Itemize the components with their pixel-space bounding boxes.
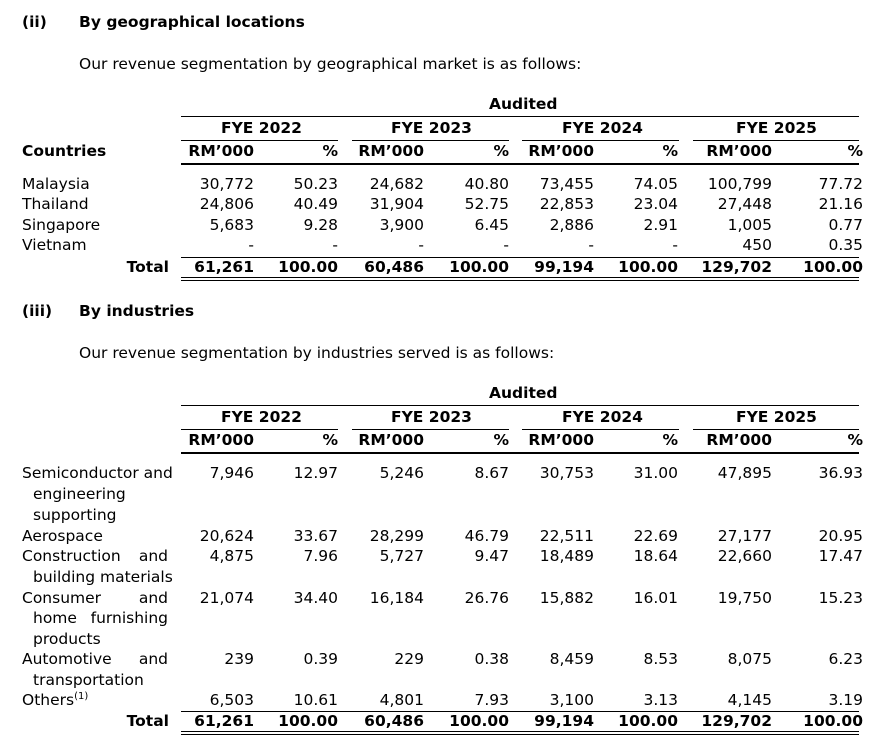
cell-value: 2,886 bbox=[549, 216, 594, 234]
row-label: products bbox=[33, 630, 101, 648]
col-header-rm: RM’000 bbox=[528, 142, 594, 160]
cell-value: 450 bbox=[742, 236, 772, 254]
cell-value: 5,683 bbox=[209, 216, 254, 234]
cell-value: 52.75 bbox=[464, 195, 509, 213]
col-header-pct: % bbox=[847, 431, 863, 449]
year-rule bbox=[693, 140, 859, 141]
cell-value: 20.95 bbox=[818, 527, 863, 545]
cell-value: 24,806 bbox=[199, 195, 254, 213]
cell-value: - bbox=[418, 236, 424, 254]
cell-value: 4,875 bbox=[209, 547, 254, 565]
cell-value: 8.53 bbox=[643, 650, 678, 668]
row-label: Singapore bbox=[22, 216, 101, 234]
col-header-pct: % bbox=[493, 431, 509, 449]
cell-value: 36.93 bbox=[818, 464, 863, 482]
cell-value: 1,005 bbox=[727, 216, 772, 234]
total-value: 99,194 bbox=[534, 712, 594, 730]
cell-value: 0.77 bbox=[828, 216, 863, 234]
cell-value: 7.96 bbox=[303, 547, 338, 565]
cell-value: 22,853 bbox=[539, 195, 594, 213]
cell-value: 18,489 bbox=[539, 547, 594, 565]
cell-value: 5,727 bbox=[379, 547, 424, 565]
audited-rule-geo bbox=[181, 116, 859, 117]
cell-value: 4,145 bbox=[727, 691, 772, 709]
row-header-countries: Countries bbox=[22, 142, 107, 160]
row-label: furnishing bbox=[90, 609, 168, 627]
total-value: 100.00 bbox=[278, 712, 338, 730]
total-value: 61,261 bbox=[194, 712, 254, 730]
cell-value: 30,753 bbox=[539, 464, 594, 482]
col-header-pct: % bbox=[322, 142, 338, 160]
cell-value: 6,503 bbox=[209, 691, 254, 709]
total-value: 100.00 bbox=[449, 258, 509, 276]
cell-value: 3,100 bbox=[549, 691, 594, 709]
col-header-pct: % bbox=[847, 142, 863, 160]
cell-value: 22,511 bbox=[539, 527, 594, 545]
row-label: Thailand bbox=[22, 195, 89, 213]
cell-value: 9.47 bbox=[474, 547, 509, 565]
row-label: Malaysia bbox=[22, 175, 90, 193]
total-value: 100.00 bbox=[449, 712, 509, 730]
header-underline-geo bbox=[181, 163, 859, 165]
intro-geo: Our revenue segmentation by geographical market is as follows: bbox=[79, 55, 582, 73]
year-rule bbox=[181, 140, 338, 141]
header-underline-ind bbox=[181, 452, 859, 454]
cell-value: 2.91 bbox=[643, 216, 678, 234]
total-label: Total bbox=[126, 258, 169, 276]
cell-value: 6.45 bbox=[474, 216, 509, 234]
year-rule bbox=[352, 429, 509, 430]
row-label: Automotive bbox=[22, 650, 112, 668]
total-value: 129,702 bbox=[701, 258, 772, 276]
cell-value: 4,801 bbox=[379, 691, 424, 709]
row-label: and bbox=[138, 650, 168, 668]
total-value: 99,194 bbox=[534, 258, 594, 276]
year-header: FYE 2022 bbox=[221, 408, 302, 426]
audited-label-geo: Audited bbox=[489, 95, 558, 113]
cell-value: 33.67 bbox=[293, 527, 338, 545]
cell-value: 40.80 bbox=[464, 175, 509, 193]
total-value: 100.00 bbox=[618, 258, 678, 276]
cell-value: 239 bbox=[224, 650, 254, 668]
cell-value: 16.01 bbox=[633, 589, 678, 607]
cell-value: 9.28 bbox=[303, 216, 338, 234]
section-number-geo: (ii) bbox=[22, 13, 47, 31]
cell-value: 7.93 bbox=[474, 691, 509, 709]
cell-value: 5,246 bbox=[379, 464, 424, 482]
total-value: 60,486 bbox=[364, 712, 424, 730]
cell-value: 31,904 bbox=[369, 195, 424, 213]
year-header: FYE 2025 bbox=[736, 408, 817, 426]
col-header-pct: % bbox=[493, 142, 509, 160]
total-value: 61,261 bbox=[194, 258, 254, 276]
year-rule bbox=[352, 140, 509, 141]
total-value: 60,486 bbox=[364, 258, 424, 276]
cell-value: 50.23 bbox=[293, 175, 338, 193]
row-label: supporting bbox=[33, 506, 117, 524]
row-label: and bbox=[138, 547, 168, 565]
cell-value: 40.49 bbox=[293, 195, 338, 213]
cell-value: 24,682 bbox=[369, 175, 424, 193]
row-label: home bbox=[33, 609, 77, 627]
cell-value: 3.13 bbox=[643, 691, 678, 709]
year-rule bbox=[522, 140, 679, 141]
total-double-rule-geo bbox=[181, 277, 859, 281]
intro-ind: Our revenue segmentation by industries served is as follows: bbox=[79, 344, 555, 362]
row-label: Construction bbox=[22, 547, 121, 565]
row-label: transportation bbox=[33, 671, 144, 689]
footnote-marker: (1) bbox=[74, 690, 89, 702]
col-header-rm: RM’000 bbox=[528, 431, 594, 449]
total-value: 100.00 bbox=[618, 712, 678, 730]
total-value: 100.00 bbox=[803, 712, 863, 730]
cell-value: 15,882 bbox=[539, 589, 594, 607]
audited-label-ind: Audited bbox=[489, 384, 558, 402]
cell-value: 31.00 bbox=[633, 464, 678, 482]
cell-value: 34.40 bbox=[293, 589, 338, 607]
cell-value: 0.39 bbox=[303, 650, 338, 668]
year-rule bbox=[693, 429, 859, 430]
cell-value: 73,455 bbox=[539, 175, 594, 193]
cell-value: 10.61 bbox=[293, 691, 338, 709]
col-header-rm: RM’000 bbox=[358, 142, 424, 160]
section-number-ind: (iii) bbox=[22, 302, 53, 320]
cell-value: 21,074 bbox=[199, 589, 254, 607]
cell-value: 15.23 bbox=[818, 589, 863, 607]
cell-value: 16,184 bbox=[369, 589, 424, 607]
cell-value: 17.47 bbox=[818, 547, 863, 565]
cell-value: 0.38 bbox=[474, 650, 509, 668]
cell-value: 3.19 bbox=[828, 691, 863, 709]
row-label: Others bbox=[22, 691, 75, 709]
section-title-geo: By geographical locations bbox=[79, 13, 305, 31]
cell-value: 18.64 bbox=[633, 547, 678, 565]
cell-value: 0.35 bbox=[828, 236, 863, 254]
cell-value: 21.16 bbox=[818, 195, 863, 213]
year-header: FYE 2023 bbox=[391, 408, 472, 426]
cell-value: - bbox=[248, 236, 254, 254]
cell-value: 7,946 bbox=[209, 464, 254, 482]
cell-value: 22.69 bbox=[633, 527, 678, 545]
cell-value: 23.04 bbox=[633, 195, 678, 213]
year-header: FYE 2024 bbox=[562, 119, 643, 137]
col-header-rm: RM’000 bbox=[188, 142, 254, 160]
cell-value: 3,900 bbox=[379, 216, 424, 234]
row-label: and bbox=[138, 589, 168, 607]
cell-value: 229 bbox=[394, 650, 424, 668]
cell-value: 30,772 bbox=[199, 175, 254, 193]
year-header: FYE 2025 bbox=[736, 119, 817, 137]
cell-value: 46.79 bbox=[464, 527, 509, 545]
total-value: 129,702 bbox=[701, 712, 772, 730]
row-label-line bbox=[33, 609, 168, 627]
cell-value: 100,799 bbox=[707, 175, 772, 193]
year-header: FYE 2024 bbox=[562, 408, 643, 426]
total-value: 100.00 bbox=[278, 258, 338, 276]
cell-value: 47,895 bbox=[717, 464, 772, 482]
cell-value: 27,448 bbox=[717, 195, 772, 213]
row-label-line bbox=[22, 650, 168, 668]
col-header-rm: RM’000 bbox=[706, 142, 772, 160]
cell-value: 28,299 bbox=[369, 527, 424, 545]
year-rule bbox=[522, 429, 679, 430]
cell-value: 27,177 bbox=[717, 527, 772, 545]
row-label-line bbox=[22, 589, 168, 607]
col-header-rm: RM’000 bbox=[358, 431, 424, 449]
cell-value: - bbox=[332, 236, 338, 254]
cell-value: - bbox=[672, 236, 678, 254]
total-label: Total bbox=[126, 712, 169, 730]
cell-value: 77.72 bbox=[818, 175, 863, 193]
audited-rule-ind bbox=[181, 405, 859, 406]
cell-value: 6.23 bbox=[828, 650, 863, 668]
row-label-line bbox=[22, 691, 88, 709]
cell-value: - bbox=[503, 236, 509, 254]
total-value: 100.00 bbox=[803, 258, 863, 276]
col-header-pct: % bbox=[322, 431, 338, 449]
cell-value: 26.76 bbox=[464, 589, 509, 607]
col-header-pct: % bbox=[662, 142, 678, 160]
cell-value: 20,624 bbox=[199, 527, 254, 545]
year-header: FYE 2023 bbox=[391, 119, 472, 137]
col-header-rm: RM’000 bbox=[706, 431, 772, 449]
year-rule bbox=[181, 429, 338, 430]
row-label: Consumer bbox=[22, 589, 102, 607]
cell-value: 12.97 bbox=[293, 464, 338, 482]
row-label: engineering bbox=[33, 485, 126, 503]
cell-value: 8,459 bbox=[549, 650, 594, 668]
row-label-line bbox=[22, 547, 168, 565]
cell-value: 22,660 bbox=[717, 547, 772, 565]
row-label: Vietnam bbox=[22, 236, 87, 254]
section-title-ind: By industries bbox=[79, 302, 195, 320]
total-double-rule-ind bbox=[181, 731, 859, 735]
row-label: building materials bbox=[33, 568, 173, 586]
cell-value: 8.67 bbox=[474, 464, 509, 482]
cell-value: - bbox=[588, 236, 594, 254]
row-label: Semiconductor and bbox=[22, 464, 173, 482]
col-header-rm: RM’000 bbox=[188, 431, 254, 449]
cell-value: 8,075 bbox=[727, 650, 772, 668]
row-label: Aerospace bbox=[22, 527, 103, 545]
year-header: FYE 2022 bbox=[221, 119, 302, 137]
col-header-pct: % bbox=[662, 431, 678, 449]
cell-value: 74.05 bbox=[633, 175, 678, 193]
cell-value: 19,750 bbox=[717, 589, 772, 607]
